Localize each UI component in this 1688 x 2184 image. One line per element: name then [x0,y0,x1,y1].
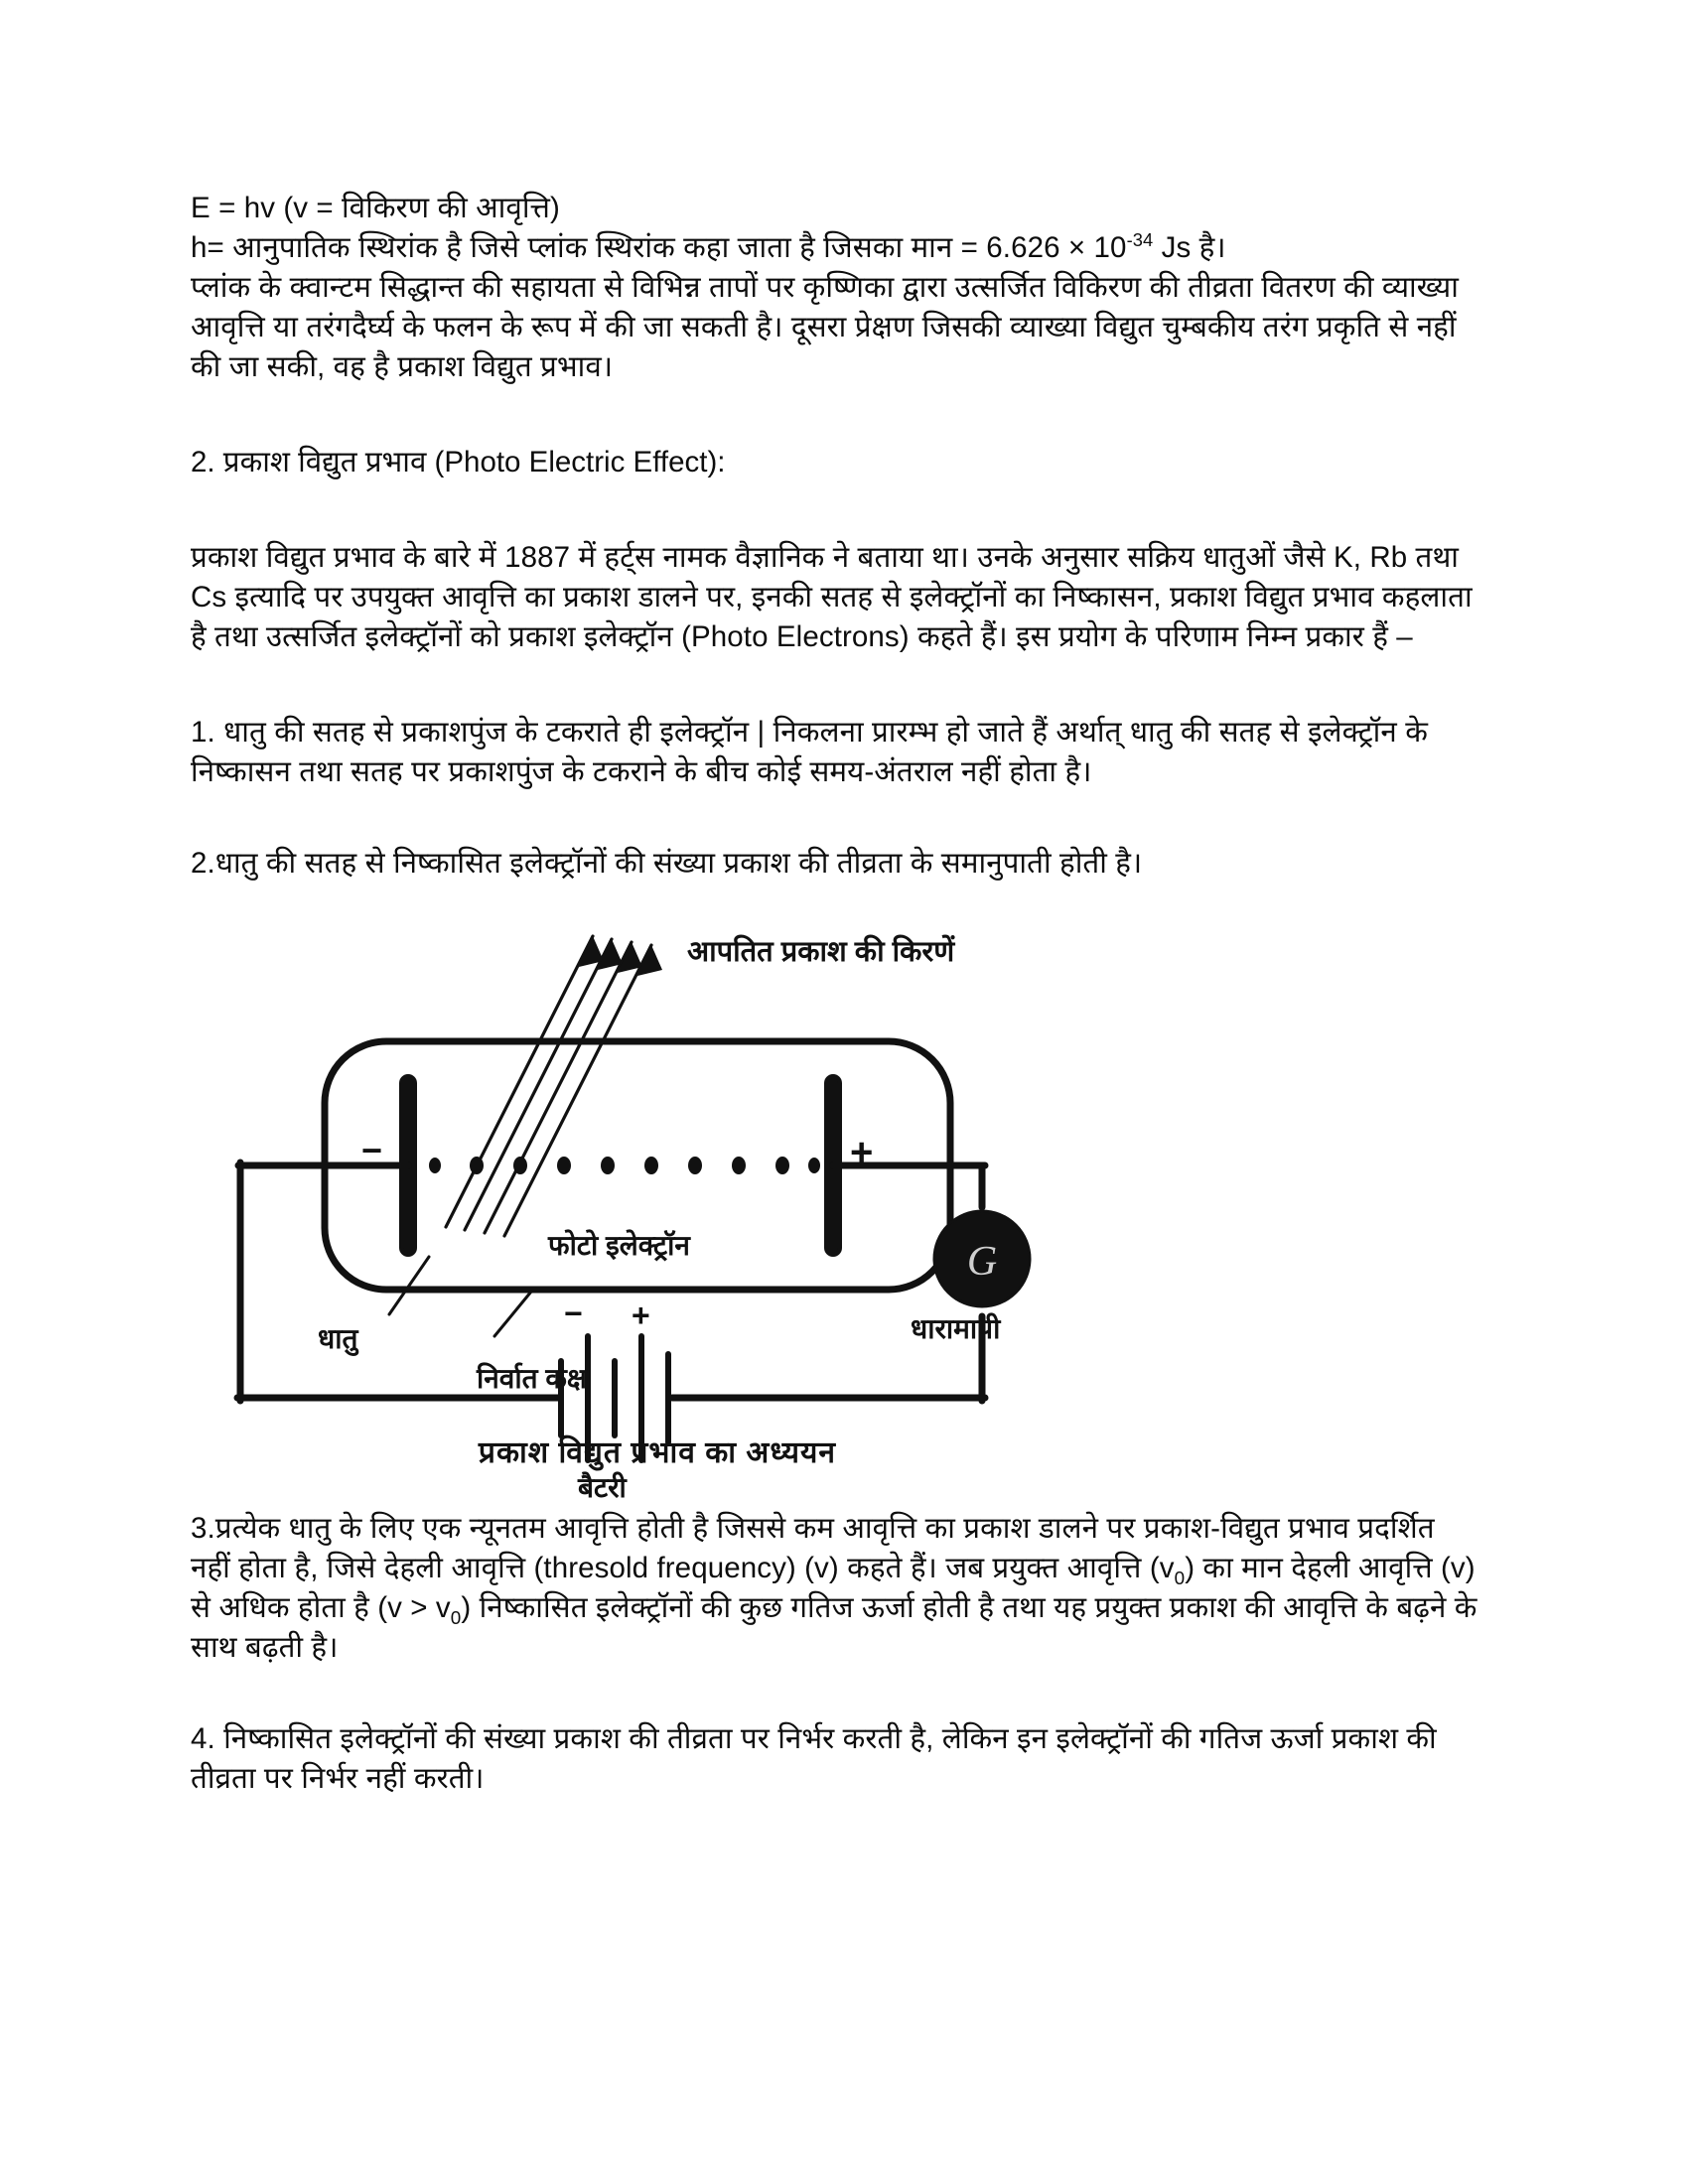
label-incident-rays: आपतित प्रकाश की किरणें [687,936,955,968]
list-item-2: 2.धातु की सतह से निष्कासित इलेक्ट्रॉनों की संख्या प्रकाश की तीव्रता के समानुपाती होती है। [191,847,1143,880]
spacer [191,482,1484,538]
spacer [191,1465,1484,1509]
label-vacuum-chamber: निर्वात कक्ष [477,1363,587,1394]
paragraph-planck-intro: प्लांक के क्वान्टम सिद्धान्त की सहायता से विभिन्न तापों पर कृष्णिका द्वारा उत्सर्जित विकिरण की तीव्रता वितरण की व्याख्या आवृत्ति या तरंगदैर्घ्य के फलन के रूप में की जा सकती है। दूसरा प्रेक्षण जिसकी व्याख्या विद्युत चुम्बकीय तरंग प्रकृति से नहीं की जा सकी, वह है प्रकाश विद्युत प्रभाव। [191,271,1460,383]
list-item-3-part3: ) निष्कासित इलेक्ट्रॉनों की कुछ गतिज ऊर्जा होती है तथा यह प्रयुक्त प्रकाश की आवृत्ति के बढ़ने के साथ बढ़ती है। [191,1591,1477,1664]
ray-arrowheads [579,936,662,976]
label-battery-neg-sign: − [564,1296,583,1331]
incident-light-rays [446,936,651,1236]
list-item-3-part2: ) का मान देहली आवृत्ति (v) से अधिक होता है (v > v [191,1552,1476,1624]
label-battery-pos-sign: + [632,1297,650,1333]
planck-line-suffix: Js है। [1153,231,1226,264]
spacer [191,792,1484,844]
photo-electron-dots [429,1157,820,1174]
label-ammeter: धारामापी [911,1313,1001,1344]
section-heading-photoelectric: 2. प्रकाश विद्युत प्रभाव (Photo Electric Effect): [191,446,726,478]
photoelectric-effect-figure [250,909,1342,1503]
list-item-3-sub1: 0 [1174,1567,1186,1588]
list-item-3-sub2: 0 [450,1606,462,1628]
svg-text:G: G [966,1239,998,1285]
label-anode-sign: + [850,1131,874,1174]
ammeter-galvanometer [934,1211,1030,1306]
list-item-4: 4. निष्कासित इलेक्ट्रॉनों की संख्या प्रकाश की तीव्रता पर निर्भर करती है, लेकिन इन इलेक्ट्रॉनों की गतिज ऊर्जा प्रकाश की तीव्रता पर निर्भर नहीं करती। [191,1722,1437,1795]
planck-exponent: -34 [1126,229,1154,251]
label-battery: बैटरी [578,1472,627,1503]
list-item-1: 1. धातु की सतह से प्रकाशपुंज के टकराते ही इलेक्ट्रॉन | निकलना प्रारम्भ हो जाते हैं अर्थात् धातु की सतह से इलेक्ट्रॉन के निष्कासन तथा सतह पर प्रकाशपुंज के टकराने के बीच कोई समय-अंतराल नहीं होता है। [191,716,1428,788]
paragraph-hertz: प्रकाश विद्युत प्रभाव के बारे में 1887 में हर्ट्स नामक वैज्ञानिक ने बताया था। उनके अनुसार सक्रिय धातुओं जैसे K, Rb तथा Cs इत्यादि पर उपयुक्त आवृत्ति का प्रकाश डालने पर, इनकी सतह से इलेक्ट्रॉनों का निष्कासन, प्रकाश विद्युत प्रभाव कहलाता है तथा उत्सर्जित इलेक्ट्रॉनों को प्रकाश इलेक्ट्रॉन (Photo Electrons) कहते हैं। इस प्रयोग के परिणाम निम्न प्रकार हैं – [191,541,1473,653]
label-cathode-sign: − [361,1130,383,1170]
spacer [191,387,1484,443]
list-item-3 [191,1509,1481,1668]
label-photo-electron: फोटो इलेक्ट्रॉन [548,1230,690,1261]
planck-constant-line [191,228,1481,268]
figure-caption: प्रकाश विद्युत प्रभाव का अध्ययन [478,1436,837,1469]
spacer [191,657,1484,713]
list-item-3-part1: 3.प्रत्येक धातु के लिए एक न्यूनतम आवृत्ति होती है जिससे कम आवृत्ति का प्रकाश डालने पर प्रकाश-विद्युत प्रभाव प्रदर्शित नहीं होता है, जिसे देहली आवृत्ति (thresold frequency) (v) कहते हैं। जब प्रयुक्त आवृत्ति (v [191,1512,1435,1584]
spacer [191,1668,1484,1719]
formula-line: E = hv (v = विकिरण की आवृत्ति) [191,192,560,224]
label-metal: धातु [318,1323,358,1354]
planck-line-prefix: h= आनुपातिक स्थिरांक है जिसे प्लांक स्थिरांक कहा जाता है जिसका मान = 6.626 × 10 [191,231,1127,264]
label-leader-lines [389,1257,531,1336]
